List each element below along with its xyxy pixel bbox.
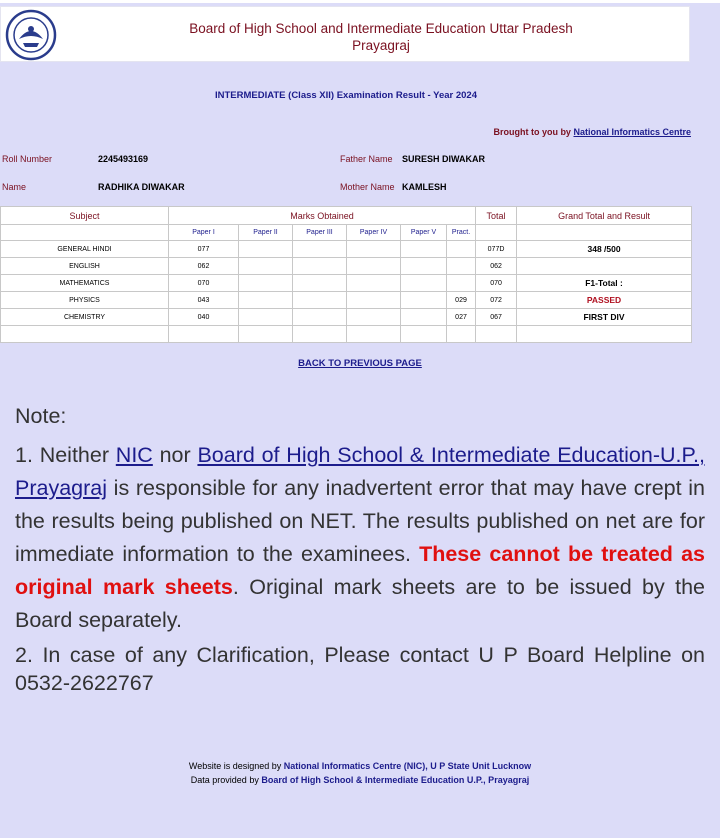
paper-3-cell [293, 241, 347, 258]
footer-data-provided-label: Data provided by [190, 775, 262, 785]
grand-total-cell [517, 258, 692, 275]
practical-cell [447, 241, 476, 258]
paper-2-cell [239, 258, 293, 275]
paper-5-cell [401, 258, 447, 275]
roll-number-label: Roll Number [2, 154, 53, 164]
name-label: Name [2, 182, 27, 192]
table-row [1, 241, 692, 258]
back-to-previous-page-link[interactable]: BACK TO PREVIOUS PAGE [298, 358, 422, 369]
marks-table [0, 206, 692, 343]
paper-4-header: Paper IV [347, 225, 401, 241]
table-row [1, 309, 692, 326]
paper-4-cell [347, 292, 401, 309]
brought-by [493, 127, 691, 137]
subject-header: Subject [1, 207, 169, 225]
paper-3-header: Paper III [293, 225, 347, 241]
practical-header: Pract. [447, 225, 476, 241]
subject-cell: CHEMISTRY [1, 309, 169, 326]
paper-5-header: Paper V [401, 225, 447, 241]
table-subheader-row [1, 225, 692, 241]
total-cell: 077D [476, 241, 517, 258]
total-header: Total [476, 207, 517, 225]
subject-cell: PHYSICS [1, 292, 169, 309]
nic-link[interactable]: National Informatics Centre [573, 127, 691, 137]
grand-total-cell: 348 /500 [517, 241, 692, 258]
paper-2-cell [239, 275, 293, 292]
empty-cell [517, 225, 692, 241]
board-title [61, 20, 701, 54]
paper-5-cell [401, 275, 447, 292]
paper-3-cell [293, 309, 347, 326]
board-title-line2: Prayagraj [352, 38, 410, 53]
name-value: RADHIKA DIWAKAR [98, 182, 185, 192]
grand-total-cell: F1-Total : [517, 275, 692, 292]
father-name-value: SURESH DIWAKAR [402, 154, 486, 164]
paper-5-cell [401, 292, 447, 309]
subject-cell: MATHEMATICS [1, 275, 169, 292]
grand-total-header: Grand Total and Result [517, 207, 692, 225]
footer-line-1 [0, 759, 720, 773]
footer-board-name: Board of High School & Intermediate Education U.P., Prayagraj [261, 775, 530, 785]
marks-obtained-header: Marks Obtained [169, 207, 476, 225]
table-row [1, 258, 692, 275]
board-title-line1: Board of High School and Intermediate Education Uttar Pradesh [189, 21, 573, 36]
paper-1-header: Paper I [169, 225, 239, 241]
empty-cell [476, 225, 517, 241]
paper-4-cell [347, 258, 401, 275]
note-p1-start: 1. Neither [15, 443, 116, 467]
paper-1-cell: 062 [169, 258, 239, 275]
note-paragraph-2: 2. In case of any Clarification, Please contact U P Board Helpline on 0532-2622767 [15, 643, 705, 695]
top-divider [0, 0, 720, 3]
paper-4-cell [347, 241, 401, 258]
total-cell: 070 [476, 275, 517, 292]
paper-3-cell [293, 258, 347, 275]
empty-cell [1, 225, 169, 241]
paper-4-cell [347, 309, 401, 326]
header-banner [0, 6, 690, 62]
subject-cell: ENGLISH [1, 258, 169, 275]
table-header-row [1, 207, 692, 225]
result-status-cell: PASSED [517, 292, 692, 309]
table-row [1, 275, 692, 292]
paper-2-cell [239, 292, 293, 309]
father-name-label: Father Name [340, 154, 393, 164]
paper-5-cell [401, 241, 447, 258]
mother-name-label: Mother Name [340, 182, 395, 192]
total-cell: 062 [476, 258, 517, 275]
paper-4-cell [347, 275, 401, 292]
note-nor: nor [152, 443, 198, 467]
note-p1-mid: is responsible for any inadvertent error that may have crept in the results being published on NET. The results published on net are for immediate information to the examinees. [15, 476, 705, 566]
paper-3-cell [293, 275, 347, 292]
roll-number-value: 2245493169 [98, 154, 149, 164]
mother-name-value: KAMLESH [402, 182, 447, 192]
paper-1-cell: 077 [169, 241, 239, 258]
total-cell: 072 [476, 292, 517, 309]
footer-nic-name: National Informatics Centre (NIC), U P State Unit Lucknow [283, 761, 532, 771]
nic-note-link[interactable]: NIC [115, 443, 153, 467]
paper-2-header: Paper II [239, 225, 293, 241]
practical-cell: 027 [447, 309, 476, 326]
paper-1-cell: 043 [169, 292, 239, 309]
table-empty-row [1, 326, 692, 343]
total-cell: 067 [476, 309, 517, 326]
paper-1-cell: 070 [169, 275, 239, 292]
paper-2-cell [239, 309, 293, 326]
brought-by-prefix: Brought to you by [493, 127, 571, 137]
note-p1-end: . Original mark sheets are to be issued by the Board separately. [15, 575, 705, 632]
note-paragraph-1 [15, 439, 705, 637]
up-government-emblem-icon [5, 9, 57, 61]
note-title: Note: [15, 404, 67, 428]
practical-cell [447, 258, 476, 275]
footer-line-2 [0, 773, 720, 787]
practical-cell [447, 275, 476, 292]
note-section [15, 400, 705, 697]
paper-2-cell [239, 241, 293, 258]
paper-1-cell: 040 [169, 309, 239, 326]
exam-title: INTERMEDIATE (Class XII) Examination Result - Year 2024 [214, 90, 478, 101]
practical-cell: 029 [447, 292, 476, 309]
table-row [1, 292, 692, 309]
paper-5-cell [401, 309, 447, 326]
subject-cell: GENERAL HINDI [1, 241, 169, 258]
board-note-link[interactable]: Board of High School & Intermediate Education-U.P., Prayagraj [15, 443, 705, 500]
footer-designed-by-label: Website is designed by [188, 761, 284, 771]
footer [0, 759, 720, 787]
warning-text: These cannot be treated as original mark sheets [15, 542, 706, 599]
division-cell: FIRST DIV [517, 309, 692, 326]
paper-3-cell [293, 292, 347, 309]
